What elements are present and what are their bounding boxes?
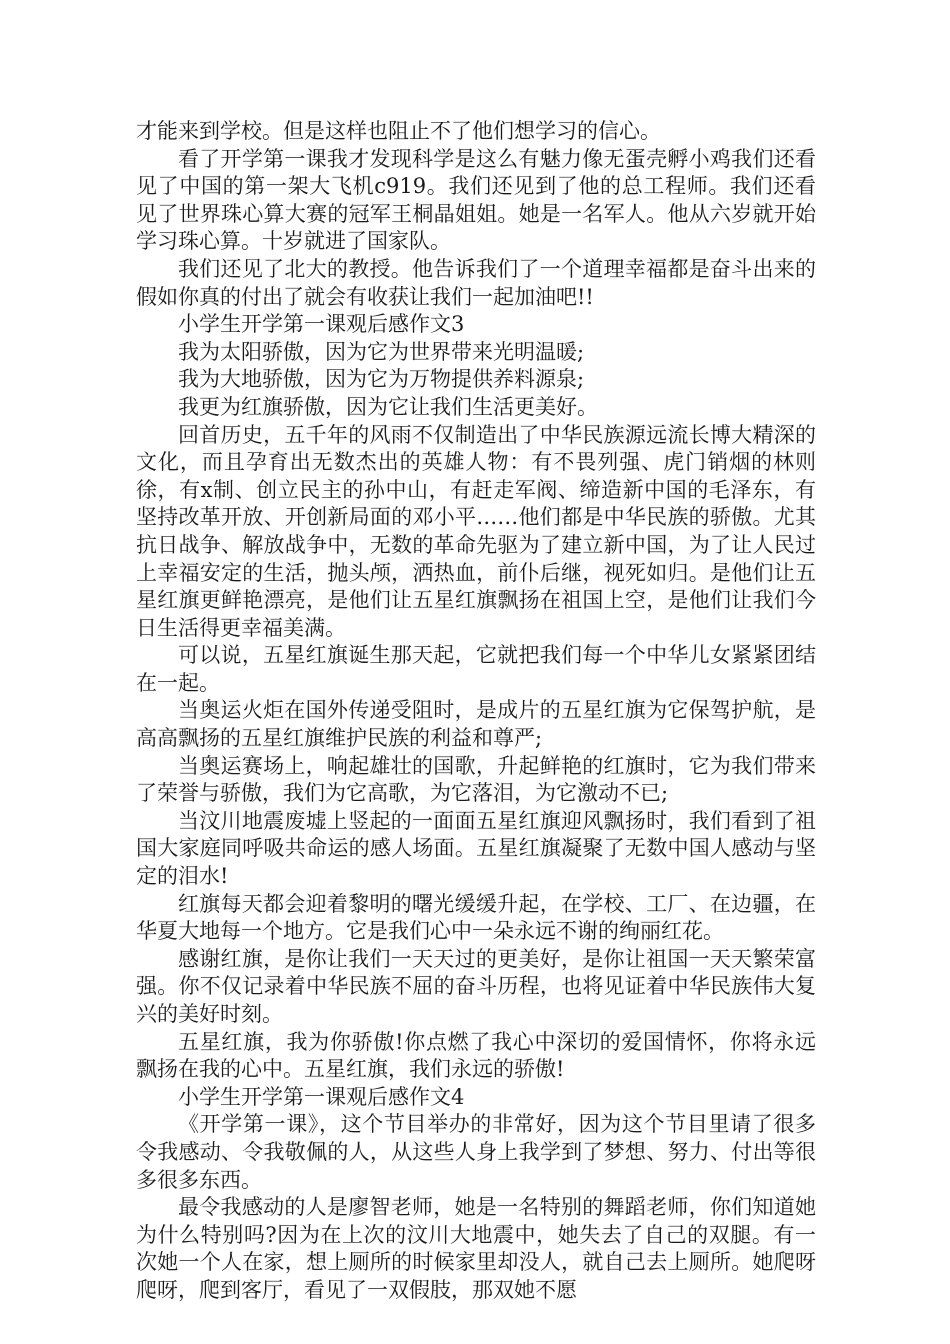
paragraph-teacher: 最令我感动的人是廖智老师，她是一名特别的舞蹈老师，你们知道她为什么特别吗?因为在上次的汶川大地震中，她失去了自己的双腿。有一次她一个人在家，想上厕所的时候家里却没人，就自己去上厕所。她爬呀爬呀，爬到客厅，看见了一双假肢，那双她不愿	[136, 1195, 816, 1302]
paragraph-professor: 我们还见了北大的教授。他告诉我们了一个道理幸福都是奋斗出来的假如你真的付出了就会有收获让我们一起加油吧!!	[136, 256, 816, 309]
paragraph-science: 看了开学第一课我才发现科学是这么有魅力像无蛋壳孵小鸡我们还看见了中国的第一架大飞机c919。我们还见到了他的总工程师。我们还看见了世界珠心算大赛的冠军王桐晶姐姐。她是一名军人。他从六岁就开始学习珠心算。十岁就进了国家队。	[136, 146, 816, 254]
essay-heading-4: 小学生开学第一课观后感作文4	[178, 1084, 465, 1109]
paragraph-thanks: 感谢红旗，是你让我们一天天过的更美好，是你让祖国一天天繁荣富强。你不仅记录着中华民族不屈的奋斗历程，也将见证着中华民族伟大复兴的美好时刻。	[136, 946, 816, 1026]
paragraph-pride: 五星红旗，我为你骄傲!你点燃了我心中深切的爱国情怀，你将永远飘扬在我的心中。五星红旗，我们永远的骄傲!	[136, 1029, 816, 1082]
paragraph-olympic-games: 当奥运赛场上，响起雄壮的国歌，升起鲜艳的红旗时，它为我们带来了荣誉与骄傲，我们为它高歌，为它落泪，为它激动不已;	[136, 753, 816, 806]
paragraph-red-flag: 我更为红旗骄傲，因为它让我们生活更美好。	[178, 394, 598, 419]
paragraph-program: 《开学第一课》，这个节目举办的非常好，因为这个节目里请了很多令我感动、令我敬佩的人，从这些人身上我学到了梦想、努力、付出等很多很多东西。	[136, 1112, 816, 1192]
paragraph-dawn: 红旗每天都会迎着黎明的曙光缓缓升起，在学校、工厂、在边疆，在华夏大地每一个地方。它是我们心中一朵永远不谢的绚丽红花。	[136, 891, 816, 944]
paragraph-sun: 我为太阳骄傲，因为它为世界带来光明温暖;	[178, 339, 585, 364]
paragraph-continuation: 才能来到学校。但是这样也阻止不了他们想学习的信心。	[136, 119, 661, 143]
paragraph-earth: 我为大地骄傲，因为它为万物提供养料源泉;	[178, 367, 585, 392]
paragraph-wenchuan: 当汶川地震废墟上竖起的一面面五星红旗迎风飘扬时，我们看到了祖国大家庭同呼吸共命运的感人场面。五星红旗凝聚了无数中国人感动与坚定的泪水!	[136, 808, 816, 889]
document-page	[136, 118, 816, 1305]
paragraph-olympic-torch: 当奥运火炬在国外传递受阻时，是成片的五星红旗为它保驾护航，是高高飘扬的五星红旗维护民族的利益和尊严;	[136, 698, 816, 751]
paragraph-history: 回首历史，五千年的风雨不仅制造出了中华民族源远流长博大精深的文化，而且孕育出无数杰出的英雄人物：有不畏列强、虎门销烟的林则徐，有x制、创立民主的孙中山，有赶走军阀、缔造新中国的毛泽东，有坚持改革开放、开创新局面的邓小平……他们都是中华民族的骄傲。尤其抗日战争、解放战争中，无数的革命先驱为了建立新中国，为了让人民过上幸福安定的生活，抛头颅，洒热血，前仆后继，视死如归。是他们让五星红旗更鲜艳漂亮，是他们让五星红旗飘扬在祖国上空，是他们让我们今日生活得更幸福美满。	[136, 422, 816, 640]
essay-heading-3: 小学生开学第一课观后感作文3	[178, 312, 465, 337]
paragraph-unity: 可以说，五星红旗诞生那天起，它就把我们每一个中华儿女紧紧团结在一起。	[136, 643, 816, 695]
